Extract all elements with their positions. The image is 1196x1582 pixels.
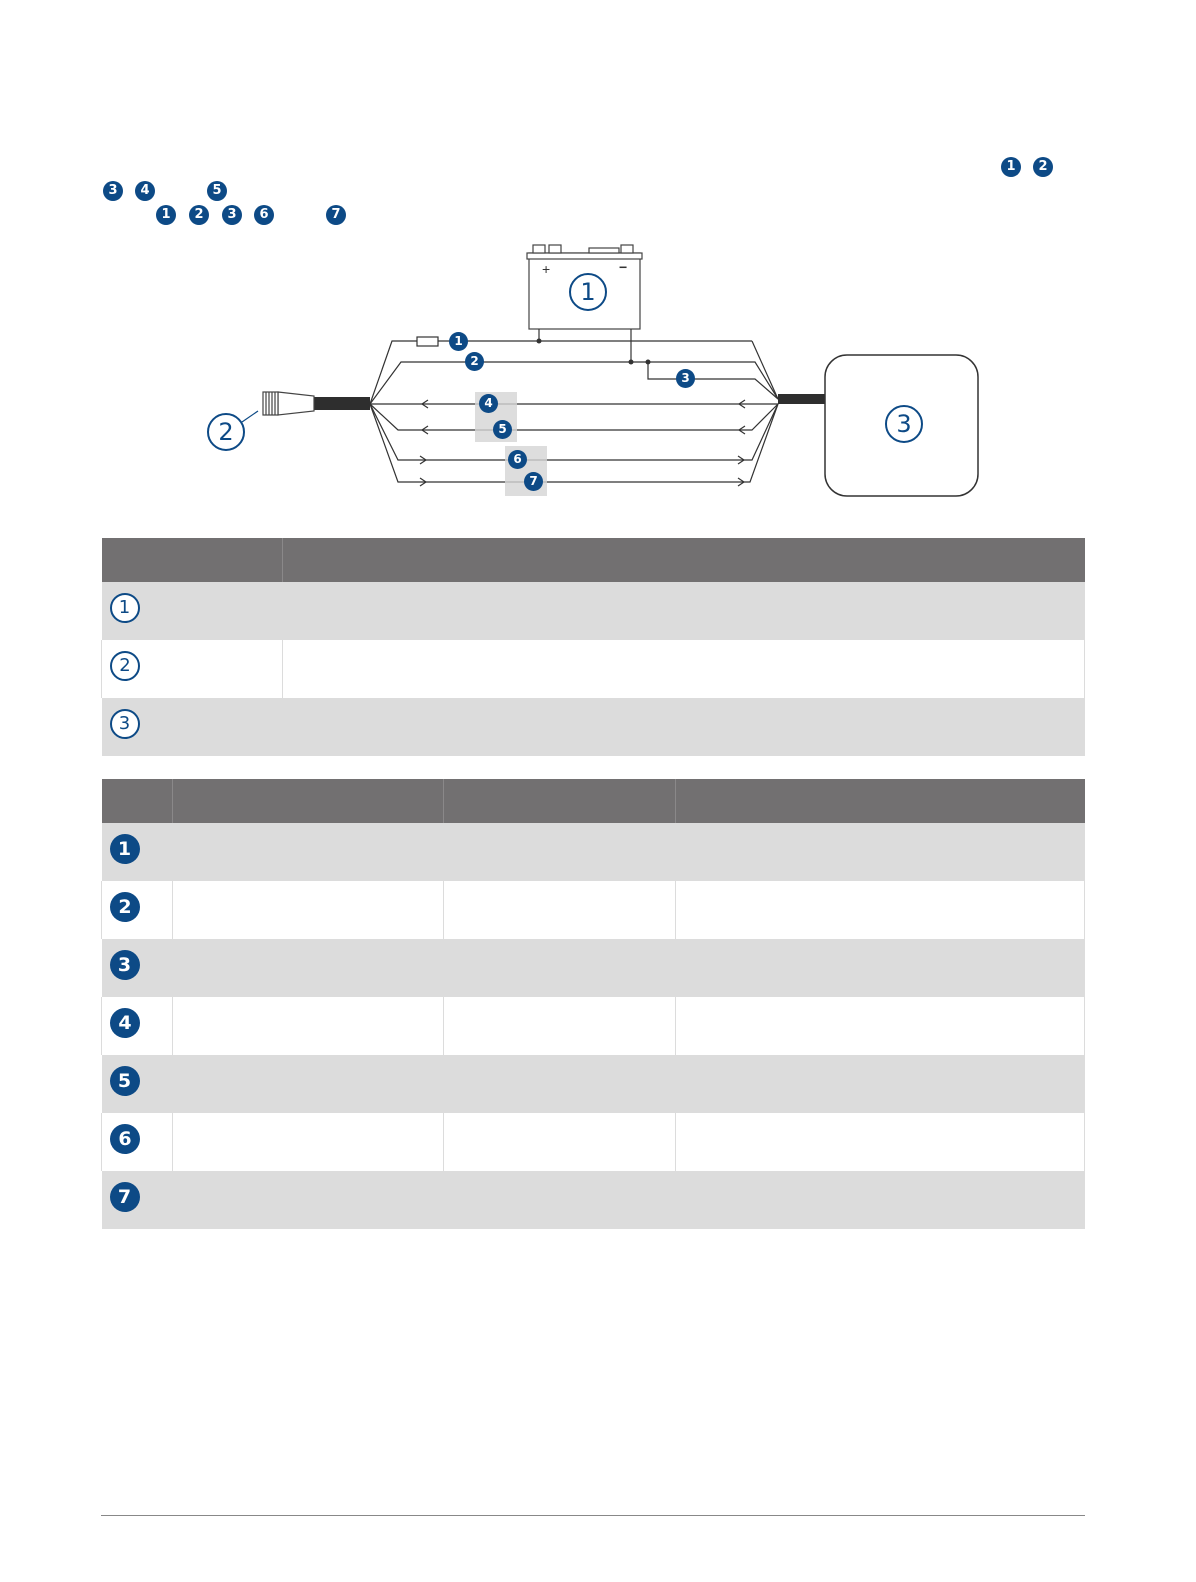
- connector-graphic: [242, 392, 314, 422]
- wire-marker: 2: [110, 892, 140, 922]
- marker-badge: 5: [207, 181, 227, 201]
- table-header-row: [102, 538, 1085, 582]
- table-cell: [102, 939, 1085, 997]
- wire-marker: 4: [110, 1008, 140, 1038]
- wire-marker: 7: [110, 1182, 140, 1212]
- marker-badge: 3: [222, 205, 242, 225]
- wire-marker-3: 3: [676, 369, 695, 388]
- wire-marker-1: 1: [449, 332, 468, 351]
- splice-dots: [537, 339, 651, 365]
- marker-badge: 4: [135, 181, 155, 201]
- table-header-cell: [282, 538, 1085, 582]
- table-row: [102, 939, 1085, 997]
- marker-badge: 7: [326, 205, 346, 225]
- table-row: [102, 997, 1085, 1055]
- table-cell: [102, 997, 173, 1055]
- table-cell: [675, 997, 1085, 1055]
- table-cell: [172, 1113, 443, 1171]
- wire-marker: 3: [110, 950, 140, 980]
- component-marker: 3: [110, 709, 140, 739]
- table-header-cell: [102, 538, 283, 582]
- table-row: [102, 823, 1085, 881]
- wire-marker: 1: [110, 834, 140, 864]
- table-header-cell: [443, 779, 675, 823]
- wire-marker: 6: [110, 1124, 140, 1154]
- table-cell: [675, 1113, 1085, 1171]
- wire-lines: [370, 329, 778, 486]
- fuse-graphic: [417, 337, 438, 346]
- table-cell: [172, 881, 443, 939]
- table-row: [102, 582, 1085, 640]
- marker-badge: 6: [254, 205, 274, 225]
- table-cell: [675, 881, 1085, 939]
- table-cell: [172, 997, 443, 1055]
- table-cell: [443, 1113, 675, 1171]
- marker-badge: 1: [1001, 157, 1021, 177]
- table-cell: [102, 823, 1085, 881]
- wire-marker: 5: [110, 1066, 140, 1096]
- component-marker: 1: [110, 593, 140, 623]
- callout-device: 3: [885, 405, 923, 443]
- cable-trunk-left: [314, 397, 370, 410]
- marker-badge: 2: [1033, 157, 1053, 177]
- table-cell: [443, 881, 675, 939]
- table-cell: [102, 582, 1085, 640]
- component-marker: 2: [110, 651, 140, 681]
- table-row: [102, 640, 1085, 698]
- footer-divider: [101, 1515, 1085, 1516]
- marker-badge: 2: [189, 205, 209, 225]
- callout-battery: 1: [569, 273, 607, 311]
- table-cell: [102, 881, 173, 939]
- battery-plus-label: +: [542, 261, 551, 277]
- marker-badge: 3: [103, 181, 123, 201]
- table-cell: [102, 640, 283, 698]
- table-row: [102, 1171, 1085, 1229]
- table-header-cell: [172, 779, 443, 823]
- wiring-diagram: [0, 0, 1196, 520]
- wire-marker-7: 7: [524, 472, 543, 491]
- wire-table: [101, 779, 1085, 1229]
- table-header-cell: [102, 779, 173, 823]
- table-row: [102, 1055, 1085, 1113]
- table-row: [102, 698, 1085, 756]
- table-cell: [443, 997, 675, 1055]
- table-row: [102, 1113, 1085, 1171]
- wire-marker-6: 6: [508, 450, 527, 469]
- table-cell: [282, 640, 1085, 698]
- cable-trunk-right: [778, 394, 826, 404]
- table-cell: [102, 1113, 173, 1171]
- table-header-cell: [675, 779, 1085, 823]
- table-cell: [102, 698, 1085, 756]
- wire-marker-2: 2: [465, 352, 484, 371]
- callout-connector: 2: [207, 413, 245, 451]
- wiring-diagram-graphic: [0, 0, 1196, 520]
- component-table: [101, 538, 1085, 756]
- marker-badge: 1: [156, 205, 176, 225]
- wire-marker-5: 5: [493, 420, 512, 439]
- table-header-row: [102, 779, 1085, 823]
- battery-minus-label: −: [619, 259, 628, 275]
- table-cell: [102, 1171, 1085, 1229]
- table-cell: [102, 1055, 1085, 1113]
- wire-marker-4: 4: [479, 394, 498, 413]
- table-row: [102, 881, 1085, 939]
